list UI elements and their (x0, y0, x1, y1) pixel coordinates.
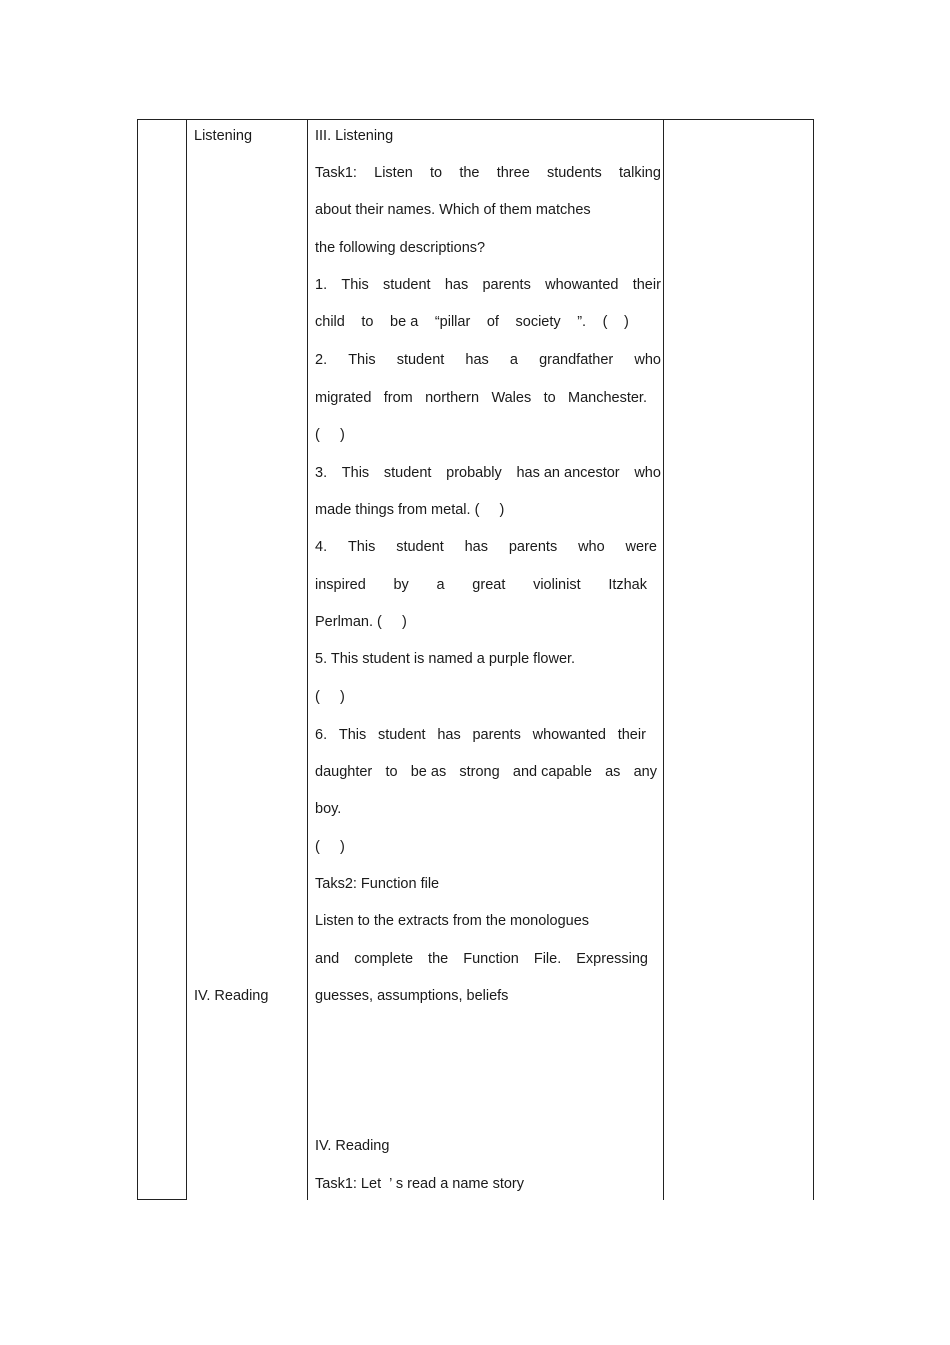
word: Function (463, 951, 519, 967)
word: from (383, 390, 413, 406)
word: parents (472, 727, 521, 743)
word: student (378, 727, 426, 743)
question-6-line-3: boy. (315, 801, 342, 817)
word: 6. (315, 727, 328, 743)
table-col-divider-0 (137, 119, 138, 1200)
word: 4. (315, 539, 328, 555)
word: has an ancestor (516, 465, 620, 481)
question-2-answer-blank: ( ) (315, 427, 345, 443)
word: Wales (491, 390, 532, 406)
word: and capable (512, 764, 592, 780)
word: northern (425, 390, 480, 406)
word: who (634, 352, 661, 368)
word: Itzhak (608, 577, 647, 593)
question-4-line-1 (315, 539, 657, 556)
question-6-answer-blank: ( ) (315, 839, 345, 855)
word: the (428, 951, 449, 967)
word: students (546, 165, 602, 181)
word: the (459, 165, 480, 181)
task2-title: Taks2: Function file (315, 876, 440, 892)
word: child (315, 314, 345, 330)
word: File. (533, 951, 562, 967)
question-1-line-2 (315, 314, 629, 331)
word: three (496, 165, 530, 181)
question-6-line-1 (315, 727, 646, 744)
word: whowanted (532, 727, 606, 743)
word: to (430, 165, 443, 181)
stage-label-reading: IV. Reading (194, 988, 269, 1004)
word: talking (619, 165, 661, 181)
word: and (315, 951, 340, 967)
question-1-line-1 (315, 277, 661, 294)
question-2-line-1 (315, 352, 661, 369)
word: “pillar (434, 314, 471, 330)
word: ”. (577, 314, 587, 330)
table-col-divider-3 (663, 119, 664, 1200)
reading-task1: Task1: Let ’ s read a name story (315, 1176, 525, 1192)
word: has (437, 727, 461, 743)
word: their (632, 277, 661, 293)
task1-line-2: about their names. Which of them matches (315, 202, 591, 218)
question-4-line-2 (315, 577, 647, 594)
word: daughter (315, 764, 373, 780)
task2-line-3: guesses, assumptions, beliefs (315, 988, 509, 1004)
word: migrated (315, 390, 372, 406)
word: violinist (533, 577, 581, 593)
word: parents (482, 277, 531, 293)
word: has (444, 277, 469, 293)
table-top-border (137, 119, 814, 120)
word: any (633, 764, 657, 780)
stage-label-listening: Listening (194, 128, 253, 144)
word: student (396, 539, 444, 555)
word: by (393, 577, 409, 593)
question-5-answer-blank: ( ) (315, 689, 345, 705)
word: This (338, 727, 367, 743)
word: great (472, 577, 506, 593)
word: This (347, 539, 376, 555)
question-4-line-3: Perlman. ( ) (315, 614, 407, 630)
word: Listen (374, 165, 413, 181)
table-col-divider-1 (186, 119, 187, 1200)
task2-line-1: Listen to the extracts from the monologues (315, 913, 590, 929)
word: Task1: (315, 165, 357, 181)
question-2-line-2 (315, 390, 647, 407)
word: student (383, 465, 432, 481)
word: a (509, 352, 518, 368)
section-heading-listening: III. Listening (315, 128, 394, 144)
word: grandfather (539, 352, 614, 368)
word: to (543, 390, 556, 406)
word: who (634, 465, 661, 481)
word: a (436, 577, 445, 593)
question-6-line-2 (315, 764, 657, 781)
task1-line-1 (315, 165, 661, 182)
table-col-divider-4 (813, 119, 814, 1200)
task1-line-3: the following descriptions? (315, 240, 486, 256)
word: has (464, 539, 488, 555)
word: whowanted (545, 277, 619, 293)
word: student (396, 352, 445, 368)
word: Manchester. (568, 390, 647, 406)
word: ) (624, 314, 629, 330)
word: be as (410, 764, 447, 780)
task2-line-2 (315, 951, 648, 968)
question-3-line-1 (315, 465, 661, 482)
word: society (515, 314, 561, 330)
word: This (341, 465, 370, 481)
word: student (383, 277, 431, 293)
question-3-line-2: made things from metal. ( ) (315, 502, 505, 518)
word: This (341, 277, 369, 293)
word: 2. (315, 352, 328, 368)
table-bottom-border-first-column (137, 1199, 187, 1200)
word: who (578, 539, 605, 555)
word: be a (390, 314, 419, 330)
word: their (617, 727, 646, 743)
word: inspired (315, 577, 366, 593)
word: of (486, 314, 499, 330)
word: has (465, 352, 489, 368)
word: probably (446, 465, 502, 481)
table-col-divider-2 (307, 119, 308, 1200)
word: 1. (315, 277, 328, 293)
word: to (361, 314, 374, 330)
word: parents (508, 539, 558, 555)
word: Expressing (576, 951, 648, 967)
word: This (348, 352, 376, 368)
word: strong (459, 764, 500, 780)
word: ( (602, 314, 608, 330)
word: to (385, 764, 398, 780)
word: as (605, 764, 621, 780)
word: complete (354, 951, 414, 967)
word: were (625, 539, 657, 555)
word: 3. (315, 465, 328, 481)
question-5-line-1: 5. This student is named a purple flower. (315, 651, 576, 667)
section-heading-reading: IV. Reading (315, 1138, 390, 1154)
